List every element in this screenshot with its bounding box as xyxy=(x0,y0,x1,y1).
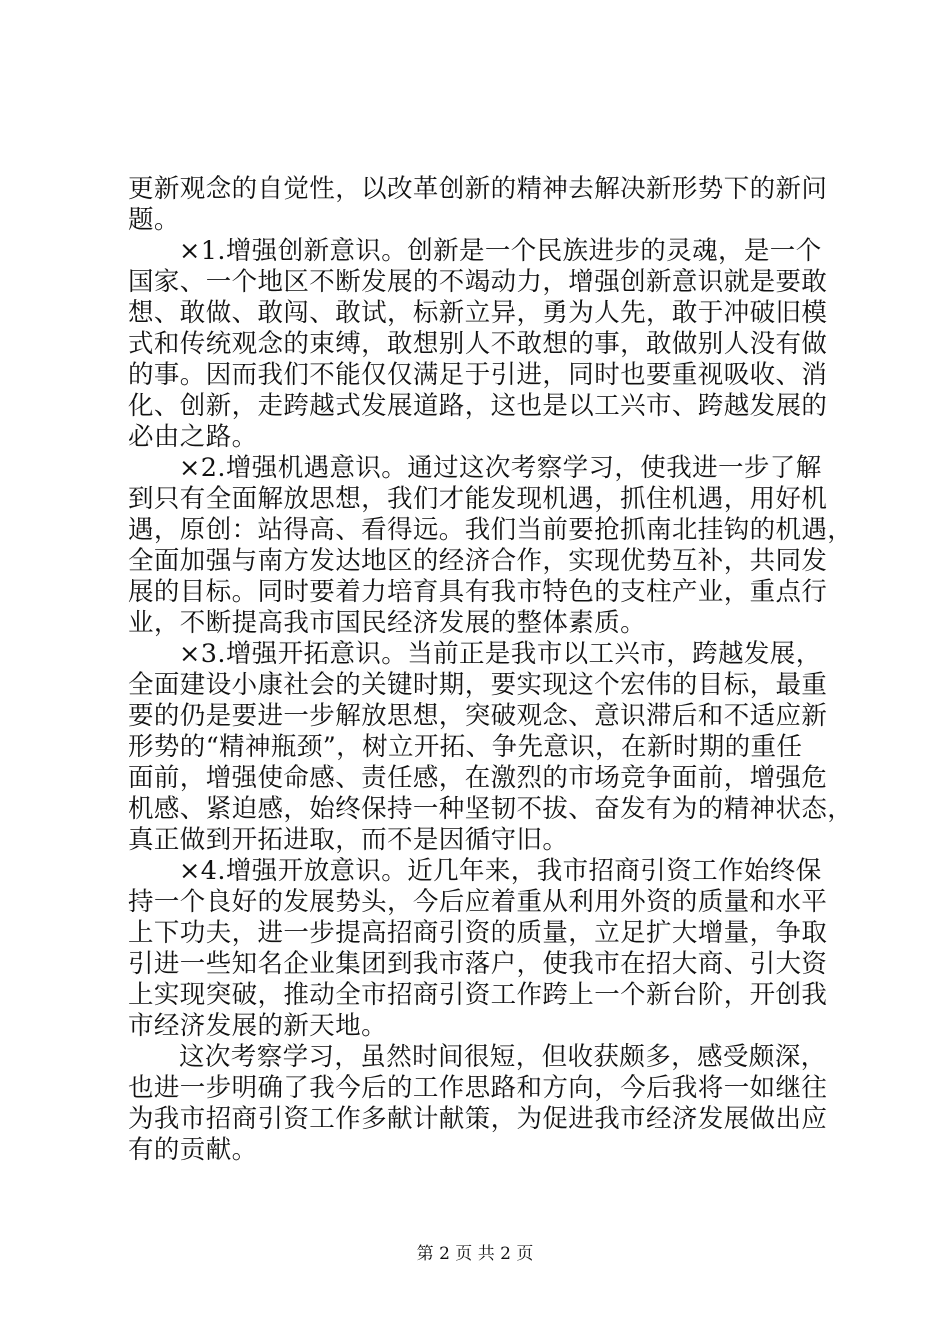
text-line: 更新观念的自觉性，以改革创新的精神去解决新形势下的新问 xyxy=(128,174,828,204)
text-line: 引进一些知名企业集团到我市落户，使我市在招大商、引大资 xyxy=(128,949,828,979)
text-line: 这次考察学习，虽然时间很短，但收获颇多，感受颇深， xyxy=(179,1042,827,1072)
text-line: ×4.增强开放意识。近几年来，我市招商引资工作始终保 xyxy=(179,856,822,886)
text-line: 持一个良好的发展势头，今后应着重从利用外资的质量和水平 xyxy=(128,887,828,917)
page-footer: 第 2 页 共 2 页 xyxy=(416,1244,534,1264)
text-line: 要的仍是要进一步解放思想，突破观念、意识滞后和不适应新 xyxy=(128,701,828,731)
text-line: 为我市招商引资工作多献计献策，为促进我市经济发展做出应 xyxy=(128,1104,828,1134)
text-line: 上下功夫，进一步提高招商引资的质量，立足扩大增量，争取 xyxy=(128,918,828,948)
text-line: 题。 xyxy=(128,205,180,235)
text-line: 也进一步明确了我今后的工作思路和方向，今后我将一如继往 xyxy=(128,1073,828,1103)
text-line: ×3.增强开拓意识。当前正是我市以工兴市，跨越发展， xyxy=(179,639,822,669)
text-line: 面前，增强使命感、责任感，在激烈的市场竞争面前，增强危 xyxy=(128,763,828,793)
text-line: 式和传统观念的束缚，敢想别人不敢想的事，敢做别人没有做 xyxy=(128,329,828,359)
text-line: 遇，原创：站得高、看得远。我们当前要抢抓南北挂钩的机遇， xyxy=(128,515,854,545)
text-line: 全面建设小康社会的关键时期，要实现这个宏伟的目标，最重 xyxy=(128,670,828,700)
text-line: 国家、一个地区不断发展的不竭动力，增强创新意识就是要敢 xyxy=(128,267,828,297)
text-line: ×1.增强创新意识。创新是一个民族进步的灵魂，是一个 xyxy=(179,236,822,266)
text-line: 真正做到开拓进取，而不是因循守旧。 xyxy=(128,825,569,855)
body-text xyxy=(128,174,854,1166)
text-line: 必由之路。 xyxy=(128,422,258,452)
text-line: 机感、紧迫感，始终保持一种坚韧不拔、奋发有为的精神状态， xyxy=(128,794,854,824)
text-line: 展的目标。同时要着力培育具有我市特色的支柱产业，重点行 xyxy=(128,577,828,607)
text-line: 化、创新，走跨越式发展道路，这也是以工兴市、跨越发展的 xyxy=(128,391,828,421)
text-line: 上实现突破，推动全市招商引资工作跨上一个新台阶，开创我 xyxy=(128,980,828,1010)
text-line: 形势的“精神瓶颈”，树立开拓、争先意识，在新时期的重任 xyxy=(128,732,803,762)
text-line: ×2.增强机遇意识。通过这次考察学习，使我进一步了解 xyxy=(179,453,822,483)
text-line: 的事。因而我们不能仅仅满足于引进，同时也要重视吸收、消 xyxy=(128,360,828,390)
text-line: 市经济发展的新天地。 xyxy=(128,1011,388,1041)
text-line: 有的贡献。 xyxy=(128,1135,258,1165)
text-line: 想、敢做、敢闯、敢试，标新立异，勇为人先，敢于冲破旧模 xyxy=(128,298,828,328)
text-line: 全面加强与南方发达地区的经济合作，实现优势互补，共同发 xyxy=(128,546,828,576)
text-line: 业，不断提高我市国民经济发展的整体素质。 xyxy=(128,608,647,638)
text-line: 到只有全面解放思想，我们才能发现机遇，抓住机遇，用好机 xyxy=(128,484,828,514)
